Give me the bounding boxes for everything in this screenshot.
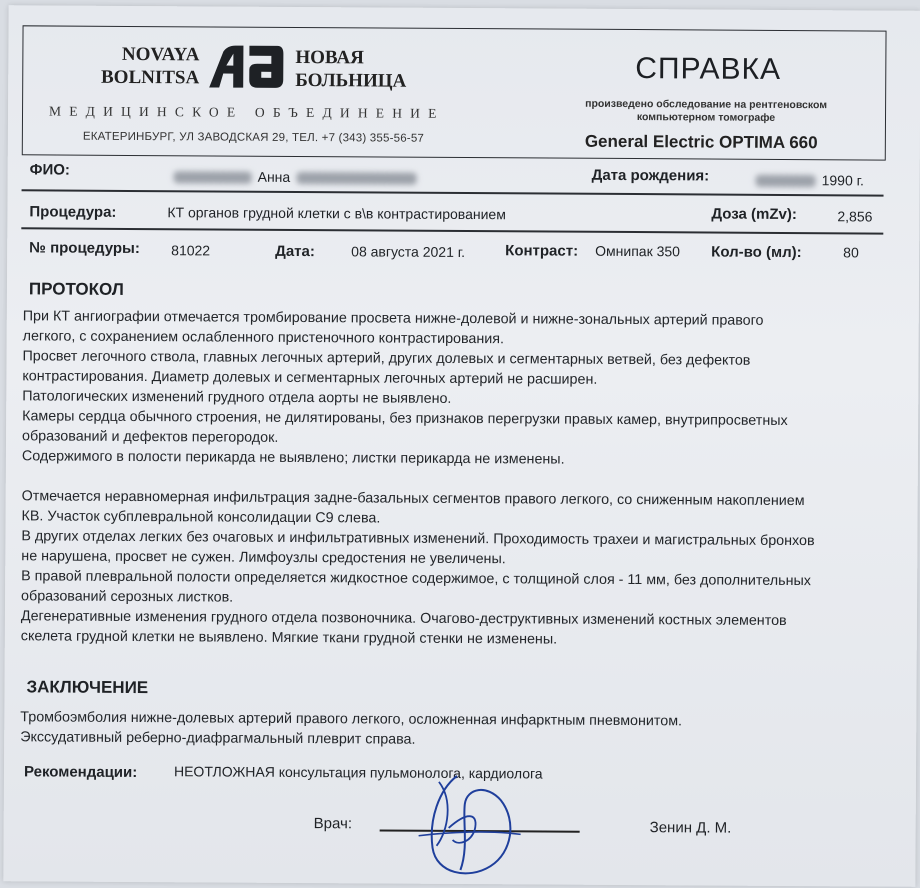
doctor-label: Врач: bbox=[313, 815, 353, 833]
text-line: Камеры сердца обычного строения, не дилятированы, без признаков перегрузки правых камер, внутрипросветных bbox=[22, 408, 788, 429]
text-line: Просвет легочного ствола, главных легочных артерий, других долевых и сегментарных ветвей, без дефектов bbox=[22, 348, 751, 369]
procedure-value: КТ органов грудной клетки с в\в контрастированием bbox=[167, 204, 506, 223]
divider bbox=[22, 189, 884, 196]
doctor-name: Зенин Д. М. bbox=[649, 819, 732, 837]
birth-date-value bbox=[750, 172, 864, 189]
redacted-birth-date bbox=[756, 175, 816, 187]
text-line: КВ. Участок субплевральной консолидации С9 слева. bbox=[21, 508, 381, 527]
text-line: Экссудативный реберно-диафрагмальный плеврит справа. bbox=[20, 729, 416, 748]
text-line: скелета грудной клетки не выявлено. Мягкие ткани грудной стенки не изменены. bbox=[20, 628, 558, 648]
document-title: СПРАВКА bbox=[635, 52, 782, 86]
volume-label: Кол-во (мл): bbox=[711, 243, 802, 262]
birth-date-label: Дата рождения: bbox=[591, 166, 710, 185]
dose-label: Доза (mZv): bbox=[711, 205, 797, 224]
logo-cyr-line: НОВАЯ bbox=[295, 46, 364, 69]
divider bbox=[21, 227, 883, 234]
birth-year: 1990 г. bbox=[821, 172, 865, 189]
name-value bbox=[168, 168, 423, 186]
logo-subtitle: МЕДИЦИНСКОЕ ОБЪЕДИНЕНИЕ bbox=[48, 103, 445, 121]
document-sheet bbox=[3, 5, 920, 887]
protocol-title: ПРОТОКОЛ bbox=[28, 279, 124, 299]
procedure-number-label: № процедуры: bbox=[29, 239, 140, 258]
text-line: В правой плевральной полости определяется жидкостное содержимое, с толщиной слоя - 11 мм, без дополнительных bbox=[21, 568, 811, 590]
hospital-logo-icon bbox=[205, 43, 285, 93]
logo-latin-line: NOVAYA bbox=[121, 43, 200, 66]
contrast-value: Омнипак 350 bbox=[595, 242, 681, 260]
text-line: При КТ ангиографии отмечается тромбирование просвета нижне-долевой и нижне-зональных артерий правого bbox=[22, 308, 764, 329]
text-line: Тромбоэмболия нижне-долевых артерий правого легкого, осложненная инфарктным пневмонитом. bbox=[20, 709, 683, 730]
text-line: легкого, с сохранением ослабленного пристеночного контрастирования. bbox=[22, 328, 505, 348]
text-line: Содержимого в полости перикарда не выявлено; листки перикарда не изменены. bbox=[21, 448, 565, 468]
volume-value: 80 bbox=[843, 244, 859, 261]
logo-cyrillic-name bbox=[295, 46, 406, 93]
document-note-line: произведено обследование на рентгеновском bbox=[585, 97, 828, 112]
scanner-model: General Electric OPTIMA 660 bbox=[584, 131, 818, 153]
date-value: 08 августа 2021 г. bbox=[351, 243, 466, 261]
text-line: Патологических изменений грудного отдела аорты не выявлено. bbox=[22, 388, 452, 407]
logo-cyr-line: БОЛЬНИЦА bbox=[295, 69, 407, 92]
protocol-text bbox=[21, 306, 816, 651]
procedure-label: Процедура: bbox=[29, 203, 117, 221]
dose-value: 2,856 bbox=[837, 208, 873, 225]
date-label: Дата: bbox=[275, 242, 315, 261]
text-line: не нарушена, просвет не сужен. Лимфоузлы средостения не увеличены. bbox=[21, 548, 506, 568]
contrast-label: Контраст: bbox=[505, 242, 579, 260]
logo-latin-name bbox=[89, 43, 199, 90]
name-label: ФИО: bbox=[29, 161, 70, 179]
letterhead bbox=[22, 25, 887, 160]
first-name: Анна bbox=[257, 168, 291, 185]
hospital-address: ЕКАТЕРИНБУРГ, УЛ ЗАВОДСКАЯ 29, ТЕЛ. +7 (343) 355-56-57 bbox=[82, 130, 425, 145]
conclusion-text bbox=[20, 707, 682, 751]
text-line: В других отделах легких без очаговых и инфильтративных изменений. Проходимость трахеи и магистральных бронхов bbox=[21, 528, 815, 550]
signature-icon bbox=[408, 770, 529, 886]
procedure-number-value: 81022 bbox=[171, 242, 211, 259]
text-line: образований и дефектов перегородок. bbox=[22, 428, 279, 446]
logo-latin-line: BOLNITSA bbox=[100, 66, 200, 89]
text-line: образований серозных листков. bbox=[21, 588, 234, 606]
redacted-patronymic bbox=[296, 172, 416, 185]
text-line: контрастирования. Диаметр долевых и сегментарных легочных артерий не расширен. bbox=[22, 368, 598, 388]
redacted-surname bbox=[174, 172, 252, 184]
recommendations-value: НЕОТЛОЖНАЯ консультация пульмонолога, кардиолога bbox=[173, 763, 543, 782]
document-note-line: компьютерном томографе bbox=[636, 111, 776, 124]
recommendations-label: Рекомендации: bbox=[23, 763, 138, 782]
document-note bbox=[571, 98, 841, 126]
text-line: Отмечается неравномерная инфильтрация задне-базальных сегментов правого легкого, со сниженным накоплением bbox=[21, 488, 805, 510]
conclusion-title: ЗАКЛЮЧЕНИЕ bbox=[26, 677, 149, 698]
text-line: Дегенеративные изменения грудного отдела позвоночника. Очагово-деструктивных изменений костных элементов bbox=[20, 608, 787, 629]
